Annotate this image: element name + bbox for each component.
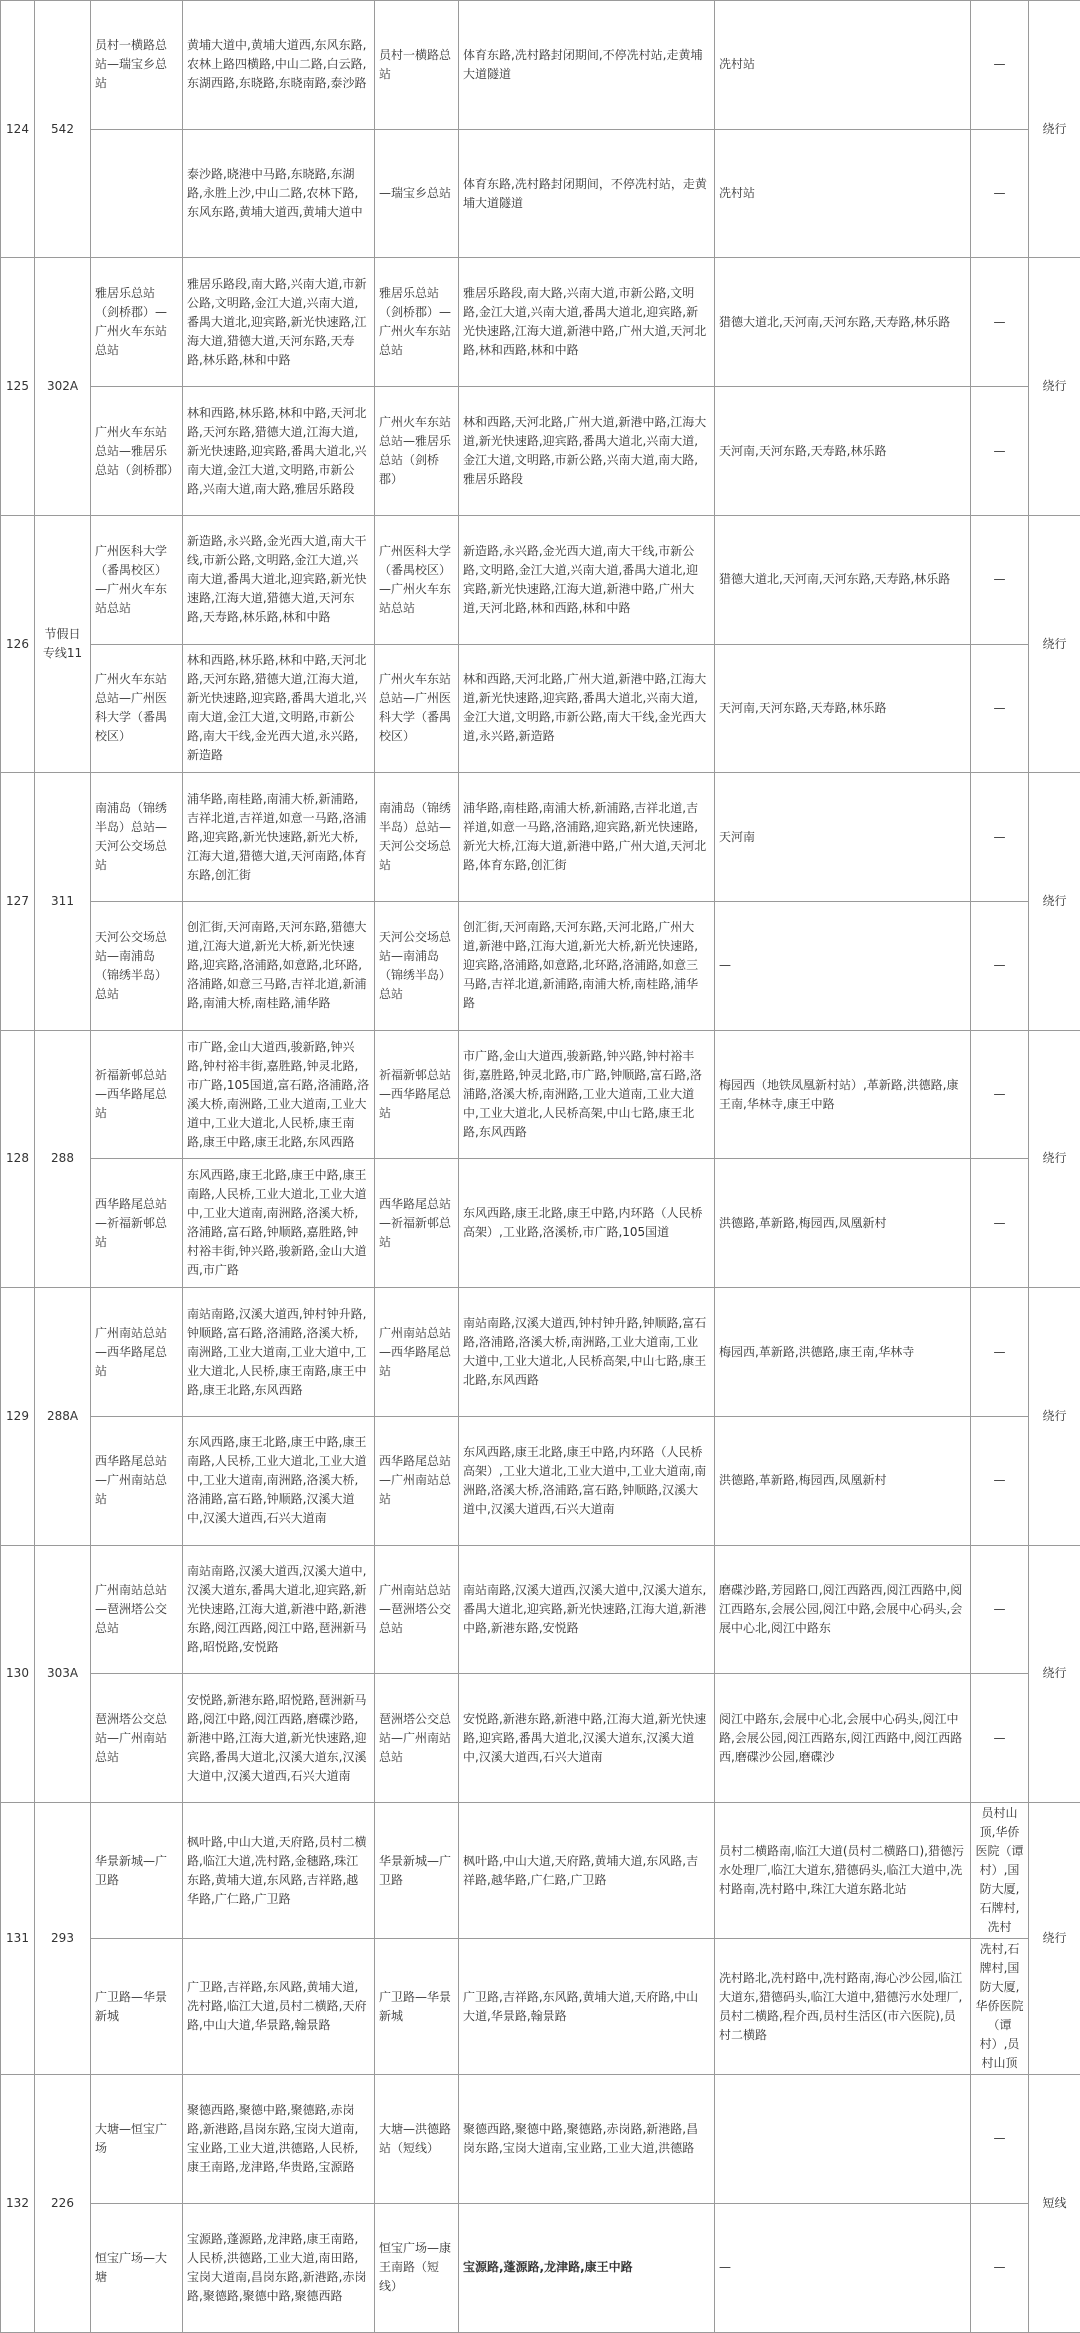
original-route: 南站南路,汉溪大道西,钟村钟升路,钟顺路,富石路,洛浦路,洛溪大桥,南洲路,工业大道南,工业大道中,工业大道北,人民桥,康王南路,康王中路,康王北路,东风西路 — [183, 1288, 375, 1417]
affected-section: 员村一横路总站 — [375, 1, 459, 130]
adjust-type: 绕行 — [1029, 258, 1080, 515]
skipped-stops: — — [715, 2203, 971, 2332]
row-number: 126 — [1, 515, 35, 772]
added-stops: 冼村,石牌村,国防大厦,华侨医院（谭村）,员村山顶 — [971, 1939, 1029, 2075]
direction-name: 广卫路—华景新城 — [91, 1939, 183, 2075]
original-route: 宝源路,蓬源路,龙津路,康王南路,人民桥,洪德路,工业大道,南田路,宝岗大道南,昌岗东路,新港路,赤岗路,聚德路,聚德中路,聚德西路 — [183, 2203, 375, 2332]
new-route: 聚德西路,聚德中路,聚德路,赤岗路,新港路,昌岗东路,宝岗大道南,宝业路,工业大道,洪德路 — [459, 2075, 715, 2204]
added-stops: 员村山顶,华侨医院（谭村）,国防大厦,石牌村,冼村 — [971, 1803, 1029, 1939]
original-route: 新造路,永兴路,金光西大道,南大干线,市新公路,文明路,金江大道,兴南大道,番禺大道北,迎宾路,新光快速路,江海大道,猎德大道,天河东路,天寿路,林乐路,林和中路 — [183, 515, 375, 644]
skipped-stops: 冼村站 — [715, 1, 971, 130]
direction-name: 员村一横路总站—瑞宝乡总站 — [91, 1, 183, 130]
new-route: 南站南路,汉溪大道西,汉溪大道中,汉溪大道东,番禺大道北,迎宾路,新光快速路,江海大道,新港中路,新港东路,安悦路 — [459, 1545, 715, 1674]
table-row — [1, 515, 1080, 644]
direction-name: 广州火车东站总站—广州医科大学（番禺校区） — [91, 644, 183, 773]
skipped-stops: 天河南 — [715, 773, 971, 902]
direction-name — [91, 129, 183, 258]
line-name: 542 — [35, 1, 91, 258]
direction-name: 琶洲塔公交总站—广州南站总站 — [91, 1674, 183, 1803]
line-name: 302A — [35, 258, 91, 515]
line-name: 288 — [35, 1030, 91, 1287]
skipped-stops: 梅园西（地铁凤凰新村站）,革新路,洪德路,康王南,华林寺,康王中路 — [715, 1030, 971, 1159]
table-row — [1, 258, 1080, 387]
line-name: 293 — [35, 1803, 91, 2075]
table-row — [1, 1674, 1080, 1803]
adjust-type: 绕行 — [1029, 1803, 1080, 2075]
row-number: 128 — [1, 1030, 35, 1287]
table-row — [1, 129, 1080, 258]
table-row — [1, 1939, 1080, 2075]
table-row — [1, 1288, 1080, 1417]
new-route: 体育东路,冼村路封闭期间,不停冼村站,走黄埔大道隧道 — [459, 1, 715, 130]
adjust-type: 绕行 — [1029, 1, 1080, 258]
table-row — [1, 1803, 1080, 1939]
row-number: 125 — [1, 258, 35, 515]
table-body — [1, 1, 1080, 2333]
table-row — [1, 644, 1080, 773]
added-stops: — — [971, 258, 1029, 387]
adjust-type: 绕行 — [1029, 773, 1080, 1030]
skipped-stops: 洪德路,革新路,梅园西,凤凰新村 — [715, 1159, 971, 1288]
skipped-stops: 冼村站 — [715, 129, 971, 258]
added-stops: — — [971, 387, 1029, 516]
added-stops: — — [971, 1545, 1029, 1674]
added-stops: — — [971, 902, 1029, 1031]
original-route: 广卫路,吉祥路,东风路,黄埔大道,冼村路,临江大道,员村二横路,天府路,中山大道,华景路,翰景路 — [183, 1939, 375, 2075]
original-route: 市广路,金山大道西,骏新路,钟兴路,钟村裕丰街,嘉胜路,钟灵北路,市广路,105国道,富石路,洛浦路,洛溪大桥,南洲路,工业大道南,工业大道中,工业大道北,人民桥,康王南路,康王中路,康王北路,东风西路 — [183, 1030, 375, 1159]
table-row — [1, 387, 1080, 516]
adjust-type: 绕行 — [1029, 1288, 1080, 1545]
affected-section: 广州医科大学（番禺校区）—广州火车东站总站 — [375, 515, 459, 644]
skipped-stops: 阅江中路东,会展中心北,会展中心码头,阅江中路,会展公园,阅江西路东,阅江西路中,阅江西路西,磨碟沙公园,磨碟沙 — [715, 1674, 971, 1803]
affected-section: 广卫路—华景新城 — [375, 1939, 459, 2075]
direction-name: 广州南站总站—琶洲塔公交总站 — [91, 1545, 183, 1674]
line-name: 226 — [35, 2075, 91, 2332]
skipped-stops: — — [715, 902, 971, 1031]
new-route: 广卫路,吉祥路,东风路,黄埔大道,天府路,中山大道,华景路,翰景路 — [459, 1939, 715, 2075]
row-number: 127 — [1, 773, 35, 1030]
new-route: 东风西路,康王北路,康王中路,内环路（人民桥高架）,工业大道北,工业大道中,工业大道南,南洲路,洛溪大桥,洛浦路,富石路,钟顺路,汉溪大道中,汉溪大道西,石兴大道南 — [459, 1416, 715, 1545]
direction-name: 雅居乐总站（剑桥郡）—广州火车东站总站 — [91, 258, 183, 387]
original-route: 泰沙路,晓港中马路,东晓路,东湖路,永胜上沙,中山二路,农林下路,东风东路,黄埔大道西,黄埔大道中 — [183, 129, 375, 258]
table-row — [1, 1416, 1080, 1545]
original-route: 东风西路,康王北路,康王中路,康王南路,人民桥,工业大道北,工业大道中,工业大道南,南洲路,洛溪大桥,洛浦路,富石路,钟顺路,嘉胜路,钟村裕丰街,钟兴路,骏新路,金山大道西,市广路 — [183, 1159, 375, 1288]
new-route: 林和西路,天河北路,广州大道,新港中路,江海大道,新光快速路,迎宾路,番禺大道北,兴南大道,金江大道,文明路,市新公路,南大干线,金光西大道,永兴路,新造路 — [459, 644, 715, 773]
original-route: 创汇街,天河南路,天河东路,猎德大道,江海大道,新光大桥,新光快速路,迎宾路,洛浦路,如意路,北环路,洛浦路,如意三马路,吉祥北道,新浦路,南浦大桥,南桂路,浦华路 — [183, 902, 375, 1031]
affected-section: 琶洲塔公交总站—广州南站总站 — [375, 1674, 459, 1803]
direction-name: 广州南站总站—西华路尾总站 — [91, 1288, 183, 1417]
original-route: 东风西路,康王北路,康王中路,康王南路,人民桥,工业大道北,工业大道中,工业大道南,南洲路,洛溪大桥,洛浦路,富石路,钟顺路,汉溪大道中,汉溪大道西,石兴大道南 — [183, 1416, 375, 1545]
skipped-stops: 猎德大道北,天河南,天河东路,天寿路,林乐路 — [715, 515, 971, 644]
added-stops: — — [971, 1674, 1029, 1803]
added-stops: — — [971, 1416, 1029, 1545]
table-row — [1, 1545, 1080, 1674]
affected-section: 广州南站总站—琶洲塔公交总站 — [375, 1545, 459, 1674]
line-name: 节假日专线11 — [35, 515, 91, 772]
row-number: 124 — [1, 1, 35, 258]
affected-section: 广州南站总站—西华路尾总站 — [375, 1288, 459, 1417]
added-stops: — — [971, 129, 1029, 258]
original-route: 林和西路,林乐路,林和中路,天河北路,天河东路,猎德大道,江海大道,新光快速路,迎宾路,番禺大道北,兴南大道,金江大道,文明路,市新公路,南大干线,金光西大道,永兴路,新造路 — [183, 644, 375, 773]
skipped-stops: 员村二横路南,临江大道(员村二横路口),猎德污水处理厂,临江大道东,猎德码头,临江大道中,冼村路南,冼村路中,珠江大道东路北站 — [715, 1803, 971, 1939]
original-route: 枫叶路,中山大道,天府路,员村二横路,临江大道,冼村路,金穗路,珠江东路,黄埔大道,东风路,吉祥路,越华路,广仁路,广卫路 — [183, 1803, 375, 1939]
table-row — [1, 1030, 1080, 1159]
skipped-stops: 冼村路北,冼村路中,冼村路南,海心沙公园,临江大道东,猎德码头,临江大道中,猎德污水处理厂,员村二横路,程介西,员村生活区(市六医院),员村二横路 — [715, 1939, 971, 2075]
adjust-type: 绕行 — [1029, 1030, 1080, 1287]
adjust-type: 短线 — [1029, 2075, 1080, 2332]
table-row — [1, 1159, 1080, 1288]
new-route: 枫叶路,中山大道,天府路,黄埔大道,东风路,吉祥路,越华路,广仁路,广卫路 — [459, 1803, 715, 1939]
new-route: 东风西路,康王北路,康王中路,内环路（人民桥高架）,工业路,洛溪桥,市广路,105国道 — [459, 1159, 715, 1288]
table-row — [1, 773, 1080, 902]
new-route: 南站南路,汉溪大道西,钟村钟升路,钟顺路,富石路,洛浦路,洛溪大桥,南洲路,工业大道南,工业大道中,工业大道北,人民桥高架,中山七路,康王北路,东风西路 — [459, 1288, 715, 1417]
added-stops: — — [971, 773, 1029, 902]
table-row — [1, 2075, 1080, 2204]
direction-name: 恒宝广场—大塘 — [91, 2203, 183, 2332]
new-route: 市广路,金山大道西,骏新路,钟兴路,钟村裕丰街,嘉胜路,钟灵北路,市广路,钟顺路,富石路,洛浦路,洛溪大桥,南洲路,工业大道南,工业大道中,工业大道北,人民桥高架,中山七路,康王北路,东风西路 — [459, 1030, 715, 1159]
added-stops: — — [971, 644, 1029, 773]
added-stops: — — [971, 1030, 1029, 1159]
skipped-stops: 天河南,天河东路,天寿路,林乐路 — [715, 387, 971, 516]
original-route: 黄埔大道中,黄埔大道西,东风东路,农林上路四横路,中山二路,白云路,东湖西路,东晓路,东晓南路,泰沙路 — [183, 1, 375, 130]
affected-section: 西华路尾总站—广州南站总站 — [375, 1416, 459, 1545]
original-route: 雅居乐路段,南大路,兴南大道,市新公路,文明路,金江大道,兴南大道,番禺大道北,迎宾路,新光快速路,江海大道,猎德大道,天河东路,天寿路,林乐路,林和中路 — [183, 258, 375, 387]
line-name: 311 — [35, 773, 91, 1030]
line-name: 303A — [35, 1545, 91, 1802]
affected-section: 华景新城—广卫路 — [375, 1803, 459, 1939]
line-name: 288A — [35, 1288, 91, 1545]
original-route: 安悦路,新港东路,昭悦路,琶洲新马路,阅江中路,阅江西路,磨碟沙路,新港中路,江海大道,新光快速路,迎宾路,番禺大道北,汉溪大道东,汉溪大道中,汉溪大道西,石兴大道南 — [183, 1674, 375, 1803]
direction-name: 南浦岛（锦绣半岛）总站—天河公交场总站 — [91, 773, 183, 902]
added-stops: — — [971, 1, 1029, 130]
direction-name: 天河公交场总站—南浦岛（锦绣半岛）总站 — [91, 902, 183, 1031]
table-row — [1, 1, 1080, 130]
affected-section: —瑞宝乡总站 — [375, 129, 459, 258]
row-number: 131 — [1, 1803, 35, 2075]
direction-name: 西华路尾总站—广州南站总站 — [91, 1416, 183, 1545]
row-number: 132 — [1, 2075, 35, 2332]
added-stops: — — [971, 2075, 1029, 2204]
skipped-stops: 磨碟沙路,芳园路口,阅江西路西,阅江西路中,阅江西路东,会展公园,阅江中路,会展中心码头,会展中心北,阅江中路东 — [715, 1545, 971, 1674]
affected-section: 天河公交场总站—南浦岛（锦绣半岛）总站 — [375, 902, 459, 1031]
new-route: 安悦路,新港东路,新港中路,江海大道,新光快速路,迎宾路,番禺大道北,汉溪大道东,汉溪大道中,汉溪大道西,石兴大道南 — [459, 1674, 715, 1803]
new-route: 浦华路,南桂路,南浦大桥,新浦路,吉祥北道,吉祥道,如意一马路,洛浦路,迎宾路,新光快速路,新光大桥,江海大道,新港中路,广州大道,天河北路,体育东路,创汇街 — [459, 773, 715, 902]
added-stops: — — [971, 1159, 1029, 1288]
skipped-stops: 梅园西,革新路,洪德路,康王南,华林寺 — [715, 1288, 971, 1417]
row-number: 130 — [1, 1545, 35, 1802]
original-route: 聚德西路,聚德中路,聚德路,赤岗路,新港路,昌岗东路,宝岗大道南,宝业路,工业大道,洪德路,人民桥,康王南路,龙津路,华贵路,宝源路 — [183, 2075, 375, 2204]
direction-name: 西华路尾总站—祈福新邨总站 — [91, 1159, 183, 1288]
added-stops: — — [971, 2203, 1029, 2332]
affected-section: 雅居乐总站（剑桥郡）—广州火车东站总站 — [375, 258, 459, 387]
affected-section: 广州火车东站总站—雅居乐总站（剑桥郡） — [375, 387, 459, 516]
added-stops: — — [971, 1288, 1029, 1417]
new-route: 新造路,永兴路,金光西大道,南大干线,市新公路,文明路,金江大道,兴南大道,番禺大道北,迎宾路,新光快速路,江海大道,新港中路,广州大道,天河北路,林和西路,林和中路 — [459, 515, 715, 644]
skipped-stops: 洪德路,革新路,梅园西,凤凰新村 — [715, 1416, 971, 1545]
adjust-type: 绕行 — [1029, 515, 1080, 772]
affected-section: 西华路尾总站—祈福新邨总站 — [375, 1159, 459, 1288]
affected-section: 南浦岛（锦绣半岛）总站—天河公交场总站 — [375, 773, 459, 902]
affected-section: 广州火车东站总站—广州医科大学（番禺校区） — [375, 644, 459, 773]
direction-name: 广州医科大学（番禺校区）—广州火车东站总站 — [91, 515, 183, 644]
adjust-type: 绕行 — [1029, 1545, 1080, 1802]
direction-name: 华景新城—广卫路 — [91, 1803, 183, 1939]
new-route: 雅居乐路段,南大路,兴南大道,市新公路,文明路,金江大道,兴南大道,番禺大道北,迎宾路,新光快速路,江海大道,新港中路,广州大道,天河北路,林和西路,林和中路 — [459, 258, 715, 387]
new-route: 林和西路,天河北路,广州大道,新港中路,江海大道,新光快速路,迎宾路,番禺大道北,兴南大道,金江大道,文明路,市新公路,兴南大道,南大路,雅居乐路段 — [459, 387, 715, 516]
original-route: 林和西路,林乐路,林和中路,天河北路,天河东路,猎德大道,江海大道,新光快速路,迎宾路,番禺大道北,兴南大道,金江大道,文明路,市新公路,兴南大道,南大路,雅居乐路段 — [183, 387, 375, 516]
direction-name: 大塘—恒宝广场 — [91, 2075, 183, 2204]
new-route: 体育东路,冼村路封闭期间，不停冼村站，走黄埔大道隧道 — [459, 129, 715, 258]
added-stops: — — [971, 515, 1029, 644]
new-route: 宝源路,蓬源路,龙津路,康王中路 — [459, 2203, 715, 2332]
affected-section: 大塘—洪德路站（短线） — [375, 2075, 459, 2204]
table-row — [1, 902, 1080, 1031]
original-route: 南站南路,汉溪大道西,汉溪大道中,汉溪大道东,番禺大道北,迎宾路,新光快速路,江海大道,新港中路,新港东路,阅江西路,阅江中路,琶洲新马路,昭悦路,安悦路 — [183, 1545, 375, 1674]
original-route: 浦华路,南桂路,南浦大桥,新浦路,吉祥北道,吉祥道,如意一马路,洛浦路,迎宾路,新光快速路,新光大桥,江海大道,猎德大道,天河南路,体育东路,创汇街 — [183, 773, 375, 902]
skipped-stops: 猎德大道北,天河南,天河东路,天寿路,林乐路 — [715, 258, 971, 387]
new-route: 创汇街,天河南路,天河东路,天河北路,广州大道,新港中路,江海大道,新光大桥,新光快速路,迎宾路,洛浦路,如意路,北环路,洛浦路,如意三马路,吉祥北道,新浦路,南浦大桥,南桂路,浦华路 — [459, 902, 715, 1031]
direction-name: 广州火车东站总站—雅居乐总站（剑桥郡） — [91, 387, 183, 516]
direction-name: 祈福新邨总站—西华路尾总站 — [91, 1030, 183, 1159]
affected-section: 祈福新邨总站—西华路尾总站 — [375, 1030, 459, 1159]
row-number: 129 — [1, 1288, 35, 1545]
affected-section: 恒宝广场—康王南路（短线） — [375, 2203, 459, 2332]
table-row — [1, 2203, 1080, 2332]
skipped-stops — [715, 2075, 971, 2204]
skipped-stops: 天河南,天河东路,天寿路,林乐路 — [715, 644, 971, 773]
